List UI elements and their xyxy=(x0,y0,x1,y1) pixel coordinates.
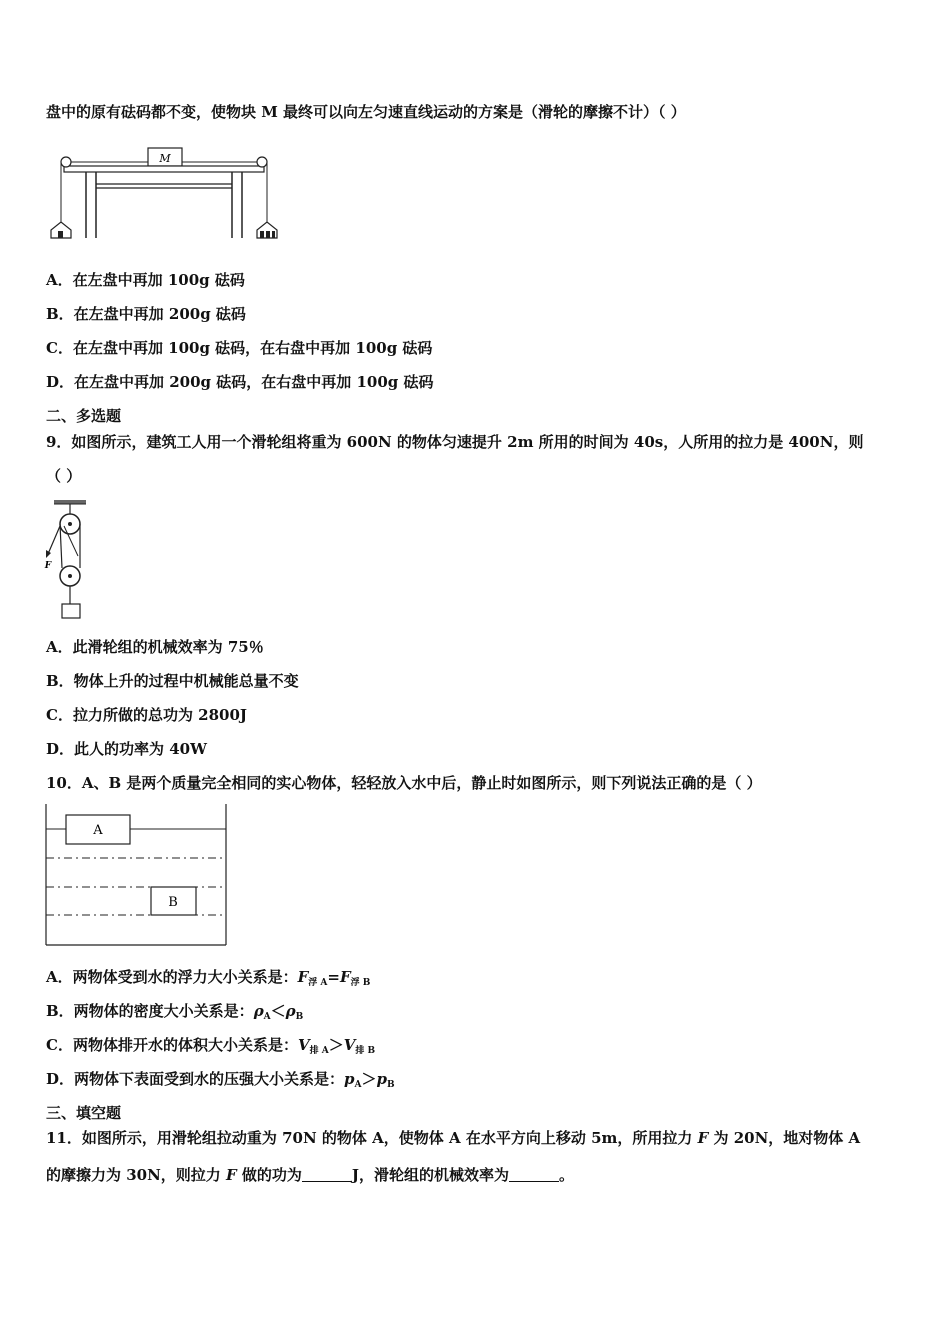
q11-stem-line2: 的摩擦力为 30N，则拉力 F 做的功为 J，滑轮组的机械效率为 。 xyxy=(46,1166,575,1184)
left-pulley-icon xyxy=(61,157,71,167)
q9-option-d: D．此人的功率为 40W xyxy=(46,740,207,758)
q10-option-d: D．两物体下表面受到水的压强大小关系是：$p_A>p_B$ xyxy=(46,1070,395,1090)
force-arrow-icon xyxy=(46,550,51,558)
q10-option-c: C．两物体排开水的体积大小关系是：$V_{排 A}>V_{排 B}$ xyxy=(46,1036,376,1056)
block-m-label: M xyxy=(159,152,171,165)
q10-stem: 10．A、B 是两个质量完全相同的实心物体，轻轻放入水中后，静止时如图所示，则下列说法正确的是（ ） xyxy=(46,774,762,792)
block-b-label: B xyxy=(168,895,178,910)
q9-option-b: B．物体上升的过程中机械能总量不变 xyxy=(46,672,299,690)
answer-blank-efficiency[interactable] xyxy=(509,1167,559,1182)
q9-stem-line2: （ ） xyxy=(46,467,82,485)
q11-stem-line1: 11．如图所示，用滑轮组拉动重为 70N 的物体 A，使物体 A 在水平方向上移动 5m，所用拉力 F 为 20N，地对物体 A xyxy=(46,1129,861,1147)
q8-figure xyxy=(46,140,286,250)
q8-option-b: B．在左盘中再加 200g 砝码 xyxy=(46,305,246,323)
q10-figure xyxy=(42,802,232,947)
q10-option-a: A．两物体受到水的浮力大小关系是：$F_{浮 A}=F_{浮 B}$ xyxy=(46,968,371,988)
section-title-multiple-choice: 二、多选题 xyxy=(46,407,122,425)
force-label: F xyxy=(44,561,52,571)
section-title-fill-in: 三、填空题 xyxy=(46,1104,122,1122)
q8-option-d: D．在左盘中再加 200g 砝码，在右盘中再加 100g 砝码 xyxy=(46,373,434,391)
block-a-label: A xyxy=(93,823,103,838)
answer-blank-work[interactable] xyxy=(302,1167,352,1182)
q10-option-b: B．两物体的密度大小关系是：$\rho_A<\rho_B$ xyxy=(46,1002,304,1022)
q9-stem-line1: 9．如图所示，建筑工人用一个滑轮组将重为 600N 的物体匀速提升 2m 所用的时间为 40s，人所用的拉力是 400N，则 xyxy=(46,433,864,451)
q8-option-a: A．在左盘中再加 100g 砝码 xyxy=(46,271,245,289)
q8-option-c: C．在左盘中再加 100g 砝码，在右盘中再加 100g 砝码 xyxy=(46,339,433,357)
q9-option-a: A．此滑轮组的机械效率为 75％ xyxy=(46,638,264,656)
load-box xyxy=(62,604,80,618)
q9-option-c: C．拉力所做的总功为 2800J xyxy=(46,706,248,724)
q8-stem-tail: 盘中的原有砝码都不变，使物块 M 最终可以向左匀速直线运动的方案是（滑轮的摩擦不计）（ ） xyxy=(46,103,686,121)
q9-figure xyxy=(42,496,102,626)
right-pulley-icon xyxy=(257,157,267,167)
